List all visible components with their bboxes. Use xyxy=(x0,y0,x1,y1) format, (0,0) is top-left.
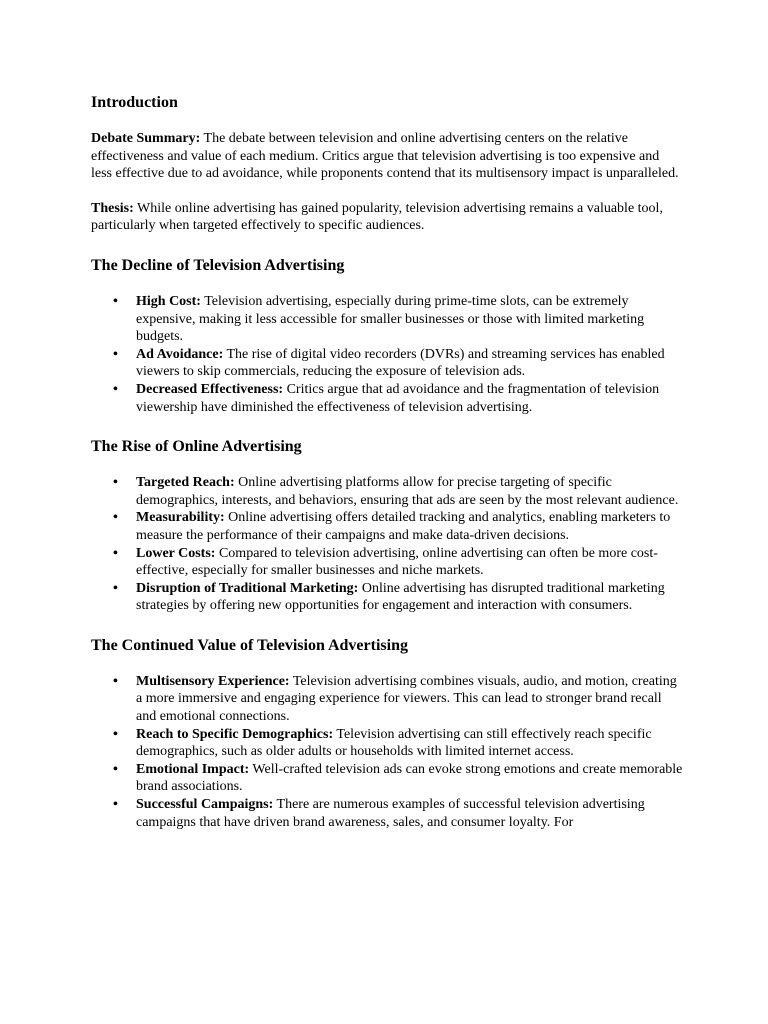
list-item-label: Lower Costs: xyxy=(136,545,216,561)
debate-summary-label: Debate Summary: xyxy=(91,131,201,146)
debate-summary-paragraph xyxy=(91,130,683,183)
list-item-label: Successful Campaigns: xyxy=(136,797,274,813)
intro-heading: Introduction xyxy=(91,94,178,111)
list-item xyxy=(136,474,683,509)
thesis-label: Thesis: xyxy=(91,200,134,216)
list-item-text: Online advertising has disrupted traditional marketing strategies by offering new opportunities for engagement and interaction with consumers. xyxy=(136,580,665,614)
list-item xyxy=(136,346,683,381)
decline-list xyxy=(91,293,683,416)
list-item xyxy=(136,381,683,416)
list-item xyxy=(136,726,683,761)
list-item-text: The rise of digital video recorders (DVRs) and streaming services has enabled viewers to skip commercials, reducing the exposure of television ads. xyxy=(136,346,665,380)
rise-list xyxy=(91,474,683,615)
section-heading-rise: The Rise of Online Advertising xyxy=(91,438,302,456)
list-item xyxy=(136,761,683,796)
list-item-text: Television advertising, especially during prime-time slots, can be extremely expensive, making it less accessible for smaller businesses or those with limited marketing budgets. xyxy=(136,293,645,345)
list-item-text: Well-crafted television ads can evoke strong emotions and create memorable brand associations. xyxy=(136,761,683,795)
list-item-text: Online advertising offers detailed tracking and analytics, enabling marketers to measure the performance of their campaigns and make data-driven decisions. xyxy=(136,510,671,543)
list-item xyxy=(136,545,683,580)
list-item-label: Emotional Impact: xyxy=(136,761,250,777)
list-item-text: Television advertising combines visuals, audio, and motion, creating a more immersive and engaging experience for viewers. This can lead to stronger brand recall and emotional connections. xyxy=(136,673,677,725)
list-item xyxy=(136,796,683,831)
continued-value-list xyxy=(91,673,683,831)
list-item-text: There are numerous examples of successful television advertising campaigns that have driven brand awareness, sales, and consumer loyalty. For xyxy=(136,797,645,830)
list-item xyxy=(136,580,683,615)
thesis-paragraph xyxy=(91,200,683,235)
list-item-label: Ad Avoidance: xyxy=(136,346,224,362)
list-item-label: Measurability: xyxy=(136,510,225,526)
list-item-label: High Cost: xyxy=(136,293,201,309)
document-body xyxy=(91,92,683,831)
list-item xyxy=(136,293,683,346)
thesis-text: While online advertising has gained popularity, television advertising remains a valuable tool, particularly when targeted effectively to specific audiences. xyxy=(91,200,663,234)
list-item-label: Reach to Specific Demographics: xyxy=(136,726,334,742)
section-heading-continued-value: The Continued Value of Television Advertising xyxy=(91,636,408,654)
list-item-text: Critics argue that ad avoidance and the fragmentation of television viewership have diminished the effectiveness of television advertising. xyxy=(136,381,660,415)
debate-summary-text: The debate between television and online advertising centers on the relative effectiveness and value of each medium. Critics argue that television advertising is too expensive and less effective due to ad avoidance, while proponents contend that its multisensory impact is unparalleled. xyxy=(91,131,679,182)
list-item-label: Disruption of Traditional Marketing: xyxy=(136,580,359,596)
list-item-label: Multisensory Experience: xyxy=(136,673,290,689)
list-item-text: Online advertising platforms allow for precise targeting of specific demographics, interests, and behaviors, ensuring that ads are seen by the most relevant audience. xyxy=(136,475,679,508)
list-item-text: Television advertising can still effectively reach specific demographics, such as older adults or households with limited internet access. xyxy=(136,726,652,760)
list-item-label: Targeted Reach: xyxy=(136,475,235,491)
section-heading-decline: The Decline of Television Advertising xyxy=(91,256,345,274)
list-item-label: Decreased Effectiveness: xyxy=(136,381,284,397)
list-item xyxy=(136,673,683,726)
list-item-text: Compared to television advertising, online advertising can often be more cost-effective, especially for smaller businesses and niche markets. xyxy=(136,545,658,579)
list-item xyxy=(136,509,683,544)
